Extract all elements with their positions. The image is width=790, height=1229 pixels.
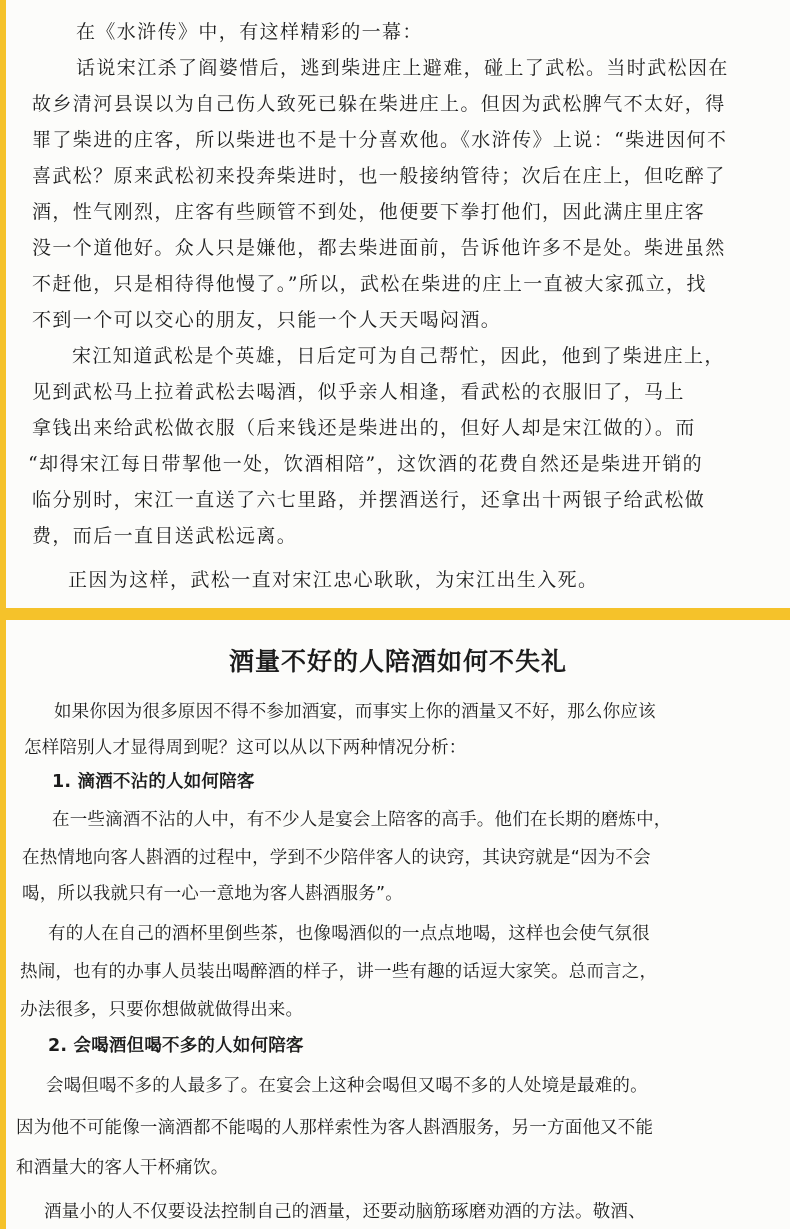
- text-line: 不到一个可以交心的朋友，只能一个人天天喝闷酒。: [32, 309, 502, 331]
- text-line: 临分别时，宋江一直送了六七里路，并摆酒送行，还拿出十两银子给武松做: [32, 489, 706, 511]
- text-line: 不赶他，只是相待得他慢了。”所以，武松在柴进的庄上一直被大家孤立，找: [32, 273, 707, 295]
- text-line: 罪了柴进的庄客，所以柴进也不是十分喜欢他。《水浒传》上说：“柴进因何不: [32, 129, 728, 151]
- text-line: 有的人在自己的酒杯里倒些茶，也像喝酒似的一点点地喝，这样也会使气氛很: [48, 924, 650, 944]
- text-line: 见到武松马上拉着武松去喝酒，似乎亲人相逢，看武松的衣服旧了，马上: [32, 381, 685, 403]
- text-line: 如果你因为很多原因不得不参加酒宴，而事实上你的酒量又不好，那么你应该: [54, 702, 656, 722]
- text-line: 话说宋江杀了阎婆惜后，逃到柴进庄上避难，碰上了武松。当时武松因在: [76, 57, 729, 79]
- text-line: 喝，所以我就只有一心一意地为客人斟酒服务”。: [22, 884, 403, 904]
- text-line: 费，而后一直目送武松远离。: [32, 525, 298, 547]
- text-line: 喜武松？原来武松初来投奔柴进时，也一般接纳管待；次后在庄上，但吃醉了: [32, 165, 726, 187]
- text-line: “却得宋江每日带挈他一处，饮酒相陪”，这饮酒的花费自然还是柴进开销的: [28, 453, 704, 475]
- subheading: 1. 滴酒不沾的人如何陪客: [52, 772, 255, 792]
- text-line: 没一个道他好。众人只是嫌他，都去柴进面前，告诉他许多不是处。柴进虽然: [32, 237, 726, 259]
- lower-book-page: [6, 620, 790, 1229]
- text-line: 酒量小的人不仅要设法控制自己的酒量，还要动脑筋琢磨劝酒的方法。敬酒、: [44, 1202, 646, 1222]
- section-title: 酒量不好的人陪酒如何不失礼: [228, 647, 567, 676]
- text-line: 办法很多，只要你想做就做得出来。: [20, 1000, 304, 1020]
- text-line: 故乡清河县误以为自己伤人致死已躲在柴进庄上。但因为武松脾气不太好，得: [32, 93, 726, 115]
- text-line: 因为他不可能像一滴酒都不能喝的人那样索性为客人斟酒服务，另一方面他又不能: [16, 1118, 654, 1138]
- text-line: 在热情地向客人斟酒的过程中，学到不少陪伴客人的诀窍，其诀窍就是“因为不会: [22, 848, 651, 868]
- text-line: 酒，性气刚烈，庄客有些顾管不到处，他便要下拳打他们，因此满庄里庄客: [32, 201, 706, 223]
- text-line: 和酒量大的客人干杯痛饮。: [16, 1158, 229, 1178]
- text-line: 会喝但喝不多的人最多了。在宴会上这种会喝但又喝不多的人处境是最难的。: [46, 1076, 648, 1096]
- upper-book-page: [6, 0, 790, 608]
- text-line: 在一些滴酒不沾的人中，有不少人是宴会上陪客的高手。他们在长期的磨炼中，: [52, 810, 672, 830]
- text-line: 拿钱出来给武松做衣服（后来钱还是柴进出的，但好人却是宋江做的）。而: [32, 417, 696, 439]
- subheading: 2. 会喝酒但喝不多的人如何陪客: [48, 1036, 304, 1056]
- text-line: 怎样陪别人才显得周到呢？这可以从以下两种情况分析：: [24, 738, 467, 758]
- text-line: 热闹，也有的办事人员装出喝醉酒的样子，讲一些有趣的话逗大家笑。总而言之，: [20, 962, 658, 982]
- text-line: 宋江知道武松是个英雄，日后定可为自己帮忙，因此，他到了柴进庄上，: [72, 345, 725, 367]
- text-line: 正因为这样，武松一直对宋江忠心耿耿，为宋江出生入死。: [68, 569, 599, 591]
- text-line: 在《水浒传》中，有这样精彩的一幕：: [76, 21, 423, 43]
